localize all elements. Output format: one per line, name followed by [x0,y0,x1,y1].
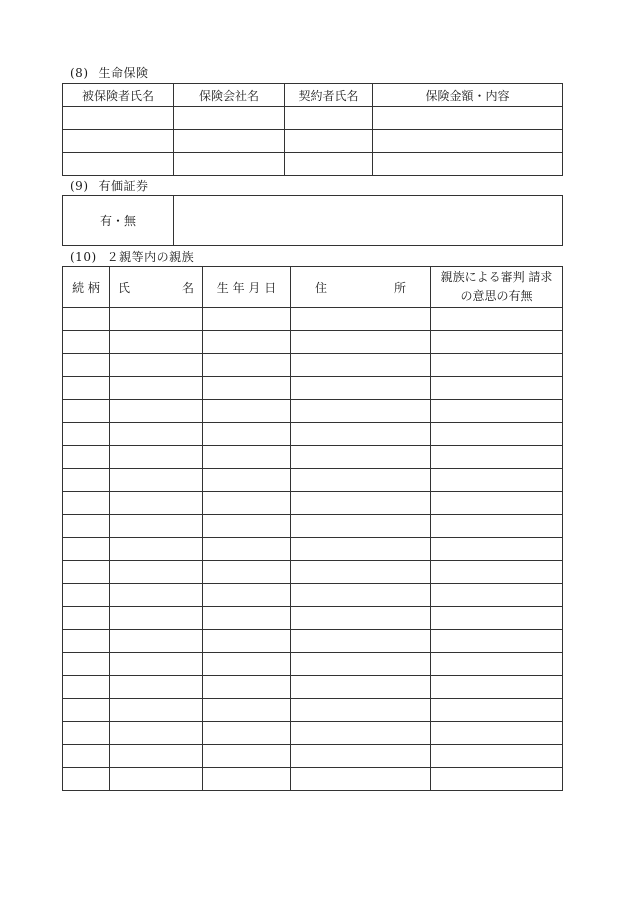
cell[interactable] [63,722,110,745]
cell[interactable] [63,561,110,584]
table-row [63,676,563,699]
relatives-table [62,266,563,791]
table-row [63,653,563,676]
cell[interactable] [373,130,563,153]
cell[interactable] [63,630,110,653]
table-row [63,130,563,153]
cell[interactable] [291,400,431,423]
cell[interactable] [174,130,285,153]
header-insurance-amount: 保険金額・内容 [373,84,563,107]
cell[interactable] [431,400,563,423]
cell[interactable] [431,377,563,400]
cell[interactable] [203,515,291,538]
cell[interactable] [110,630,203,653]
cell[interactable] [431,561,563,584]
section-9-title [70,177,149,194]
cell[interactable] [431,584,563,607]
cell[interactable] [110,768,203,791]
table-row [63,107,563,130]
table-row [63,308,563,331]
cell[interactable] [431,354,563,377]
table-row [63,722,563,745]
cell[interactable] [203,492,291,515]
cell[interactable] [110,492,203,515]
cell[interactable] [110,400,203,423]
cell[interactable] [203,584,291,607]
securities-detail-cell[interactable] [174,196,563,246]
cell[interactable] [291,768,431,791]
cell[interactable] [110,469,203,492]
cell[interactable] [373,153,563,176]
cell[interactable] [203,630,291,653]
securities-presence-label: 有・無 [63,196,174,246]
cell[interactable] [285,107,373,130]
cell[interactable] [110,308,203,331]
header-relation: 続 柄 [63,267,110,308]
section-10-title [70,248,194,265]
cell[interactable] [110,561,203,584]
cell[interactable] [291,630,431,653]
cell[interactable] [203,331,291,354]
securities-table [62,195,563,246]
cell[interactable] [203,423,291,446]
cell[interactable] [431,722,563,745]
header-address [291,267,431,308]
cell[interactable] [110,538,203,561]
life-insurance-table [62,83,563,176]
cell[interactable] [63,308,110,331]
cell[interactable] [431,768,563,791]
cell[interactable] [203,308,291,331]
cell[interactable] [63,699,110,722]
cell[interactable] [203,446,291,469]
cell[interactable] [431,308,563,331]
cell[interactable] [291,538,431,561]
cell[interactable] [63,745,110,768]
table-row [63,153,563,176]
cell[interactable] [431,492,563,515]
cell[interactable] [110,377,203,400]
section-10-number: (10) [70,250,97,264]
cell[interactable] [63,607,110,630]
cell[interactable] [285,153,373,176]
cell[interactable] [431,699,563,722]
cell[interactable] [110,446,203,469]
cell[interactable] [63,400,110,423]
cell[interactable] [110,515,203,538]
header-address-right: 所 [393,280,406,295]
cell[interactable] [291,561,431,584]
cell[interactable] [203,699,291,722]
table-row [63,423,563,446]
header-birthdate: 生 年 月 日 [203,267,291,308]
section-8-number: (8) [70,66,89,80]
cell[interactable] [110,745,203,768]
table-row [63,630,563,653]
cell[interactable] [291,446,431,469]
cell[interactable] [291,308,431,331]
cell[interactable] [63,768,110,791]
table-row [63,492,563,515]
cell[interactable] [63,107,174,130]
cell[interactable] [291,607,431,630]
table-row [63,584,563,607]
header-contractor-name: 契約者氏名 [285,84,373,107]
cell[interactable] [291,676,431,699]
cell[interactable] [63,423,110,446]
cell[interactable] [63,377,110,400]
cell[interactable] [174,107,285,130]
cell[interactable] [203,561,291,584]
cell[interactable] [431,607,563,630]
header-insurance-company: 保険会社名 [174,84,285,107]
cell[interactable] [291,515,431,538]
cell[interactable] [373,107,563,130]
cell[interactable] [285,130,373,153]
cell[interactable] [291,653,431,676]
header-intent-line2: の意思の有無 [460,289,533,303]
table-row [63,699,563,722]
cell[interactable] [63,153,174,176]
cell[interactable] [63,584,110,607]
cell[interactable] [203,354,291,377]
cell[interactable] [431,515,563,538]
cell[interactable] [431,745,563,768]
section-8-title [70,64,149,81]
header-intent [431,267,563,308]
cell[interactable] [291,354,431,377]
table-row [63,377,563,400]
header-name-left: 氏 [118,280,131,295]
cell[interactable] [291,377,431,400]
cell[interactable] [291,745,431,768]
cell[interactable] [203,469,291,492]
cell[interactable] [431,469,563,492]
cell[interactable] [431,423,563,446]
cell[interactable] [291,722,431,745]
cell[interactable] [203,653,291,676]
section-9-label: 有価証券 [98,179,149,193]
cell[interactable] [63,492,110,515]
cell[interactable] [110,331,203,354]
cell[interactable] [63,469,110,492]
cell[interactable] [431,538,563,561]
cell[interactable] [431,676,563,699]
cell[interactable] [203,768,291,791]
cell[interactable] [63,446,110,469]
section-8-label: 生命保険 [98,66,149,80]
table-row [63,538,563,561]
cell[interactable] [110,699,203,722]
cell[interactable] [291,423,431,446]
table-row [63,768,563,791]
cell[interactable] [203,676,291,699]
cell[interactable] [63,653,110,676]
cell[interactable] [63,515,110,538]
table-row [63,561,563,584]
cell[interactable] [110,607,203,630]
cell[interactable] [110,653,203,676]
cell[interactable] [431,446,563,469]
cell[interactable] [110,354,203,377]
cell[interactable] [63,331,110,354]
cell[interactable] [63,538,110,561]
cell[interactable] [63,130,174,153]
header-address-left: 住 [315,280,328,295]
table-row [63,469,563,492]
table-row [63,745,563,768]
table-row [63,354,563,377]
cell[interactable] [431,630,563,653]
cell[interactable] [203,538,291,561]
cell[interactable] [203,745,291,768]
cell[interactable] [110,676,203,699]
table-row [63,331,563,354]
section-9-number: (9) [70,179,89,193]
header-name-right: 名 [181,280,194,295]
cell[interactable] [291,699,431,722]
cell[interactable] [63,676,110,699]
cell[interactable] [203,400,291,423]
table-row [63,607,563,630]
cell[interactable] [203,377,291,400]
cell[interactable] [291,584,431,607]
table-row [63,446,563,469]
cell[interactable] [63,354,110,377]
header-name [110,267,203,308]
cell[interactable] [110,423,203,446]
table-row [63,515,563,538]
cell[interactable] [431,331,563,354]
cell[interactable] [203,722,291,745]
cell[interactable] [291,469,431,492]
cell[interactable] [110,722,203,745]
cell[interactable] [110,584,203,607]
cell[interactable] [431,653,563,676]
cell[interactable] [203,607,291,630]
cell[interactable] [291,331,431,354]
table-row [63,400,563,423]
header-intent-line1: 親族による審判 請求 [440,270,553,284]
section-10-label: ２親等内の親族 [106,250,195,264]
cell[interactable] [174,153,285,176]
header-insured-name: 被保険者氏名 [63,84,174,107]
cell[interactable] [291,492,431,515]
